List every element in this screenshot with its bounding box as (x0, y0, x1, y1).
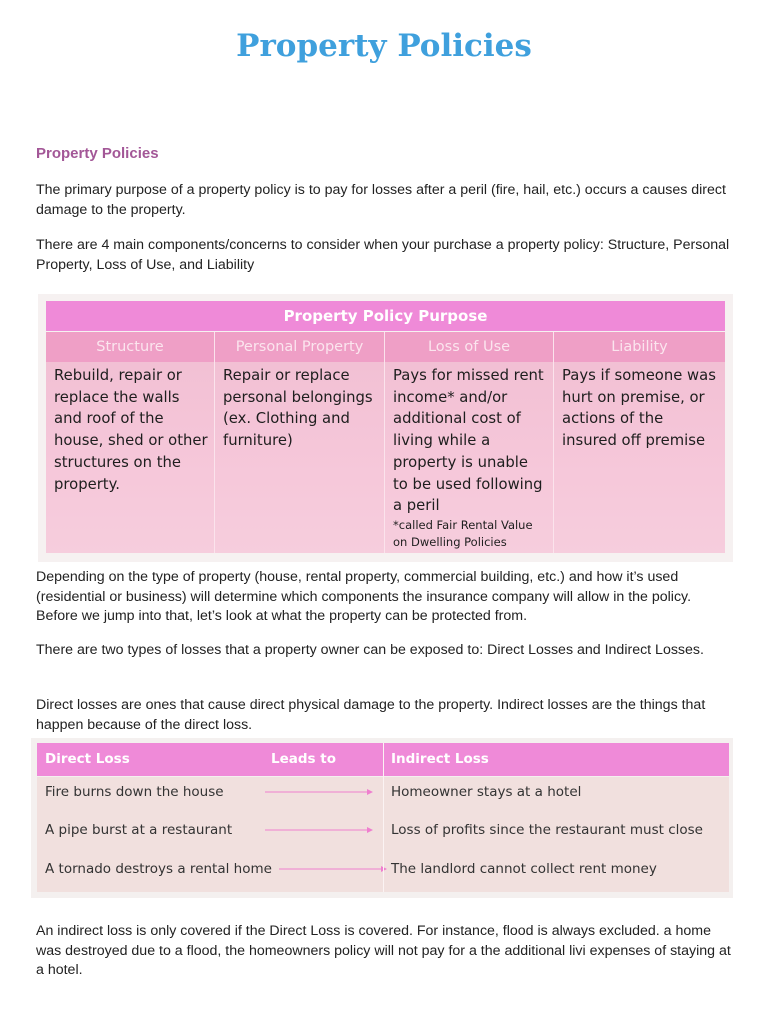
column-header-loss-of-use: Loss of Use (385, 332, 554, 362)
column-divider (383, 743, 384, 892)
purpose-table-header-row (46, 332, 725, 362)
intro-paragraph: The primary purpose of a property policy is to pay for losses after a peril (fire, hail, etc.) occurs a causes direct damage to the property. (36, 182, 726, 218)
indirect-loss-text: Homeowner stays at a hotel (391, 784, 582, 800)
purpose-table-body (46, 362, 725, 553)
cell-liability-text: Pays if someone was hurt on premise, or actions of the insured off premise (562, 367, 716, 450)
coverage-paragraph: An indirect loss is only covered if the Direct Loss is covered. For instance, flood is always excluded. a home was destroyed due to a flood, the homeowners policy will not pay for a the additional livi expenses of staying at a hotel. (36, 923, 731, 978)
purpose-table (38, 294, 733, 562)
arrow-right-icon (277, 854, 389, 884)
purpose-table-inner (46, 301, 725, 553)
indirect-loss-text: Loss of profits since the restaurant must close (391, 822, 703, 838)
cell-structure-text: Rebuild, repair or replace the walls and roof of the house, shed or other structures on the property. (54, 367, 208, 493)
arrow-right-icon (263, 777, 375, 807)
column-header-liability: Liability (554, 332, 725, 362)
direct-loss-text: A tornado destroys a rental home (45, 861, 272, 877)
cell-loss-of-use (385, 362, 554, 553)
cell-liability (554, 362, 725, 553)
section-heading: Property Policies (36, 145, 159, 162)
cell-loss-of-use-note: *called Fair Rental Value on Dwelling Policies (393, 517, 533, 549)
cell-loss-of-use-text: Pays for missed rent income* and/or additional cost of living while a property is unable to be used following a peril (393, 367, 544, 515)
header-indirect-loss: Indirect Loss (391, 751, 489, 767)
cell-structure (46, 362, 215, 553)
property-type-paragraph: Depending on the type of property (house, rental property, commercial building, etc.) and how it’s used (residential or business) will determine which components the insurance company will allow in the policy. Before we jump into that, let’s look at what the property can be protected from. (36, 569, 692, 624)
header-direct-loss: Direct Loss (45, 751, 130, 767)
column-header-personal-property: Personal Property (215, 332, 385, 362)
loss-types-paragraph: There are two types of losses that a property owner can be exposed to: Direct Losses and Indirect Losses. (36, 642, 704, 658)
arrow-right-icon (263, 815, 375, 845)
column-header-structure: Structure (46, 332, 215, 362)
direct-indirect-paragraph: Direct losses are ones that cause direct physical damage to the property. Indirect losses are the things that happen because of the direct loss. (36, 697, 706, 733)
header-leads-to: Leads to (271, 751, 336, 767)
loss-table (31, 738, 733, 898)
components-paragraph: There are 4 main components/concerns to consider when your purchase a property policy: Structure, Personal Property, Loss of Use, and Liability (36, 237, 730, 273)
direct-loss-text: A pipe burst at a restaurant (45, 822, 233, 838)
cell-personal-property (215, 362, 385, 553)
cell-personal-property-text: Repair or replace personal belongings (ex. Clothing and furniture) (223, 367, 373, 450)
purpose-table-title: Property Policy Purpose (46, 301, 725, 331)
page-title: Property Policies (236, 28, 532, 64)
indirect-loss-text: The landlord cannot collect rent money (391, 861, 657, 877)
direct-loss-text: Fire burns down the house (45, 784, 224, 800)
